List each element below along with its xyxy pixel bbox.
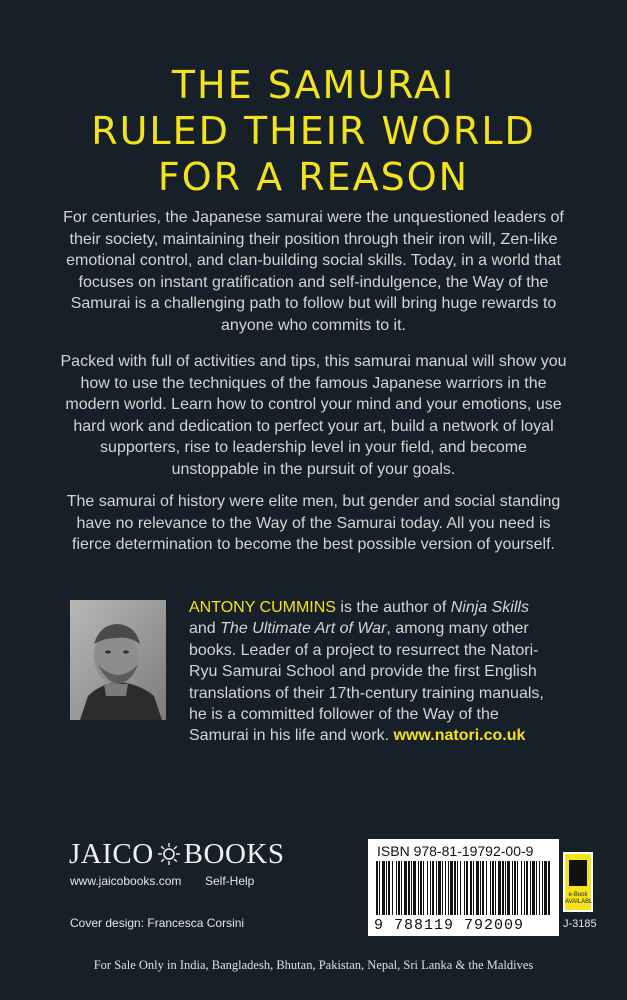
barcode-icon <box>374 861 553 917</box>
publisher-website[interactable]: www.jaicobooks.com <box>70 874 182 888</box>
ebook-badge-text: e-Book AVAILABLE <box>565 892 597 905</box>
publisher-logo <box>69 838 284 874</box>
author-name: ANTONY CUMMINS <box>189 599 336 616</box>
publisher-logo-left: JAICO <box>69 838 154 870</box>
barcode-panel <box>368 839 559 936</box>
bio-text-2: and <box>189 620 221 638</box>
sun-emblem-icon <box>157 841 181 874</box>
headline-line-1: THE SAMURAI <box>171 63 456 107</box>
cover-credit: Cover design: Francesca Corsini <box>70 916 245 930</box>
bio-text-3: , among many other books. Leader of a project to resurrect the Natori-Ryu Samurai School and provide the first English translations of their 17th-century training manuals, he is a committed follower of the Way of the Samurai in his life and work. <box>189 620 544 745</box>
headline-line-2: RULED THEIR WORLD <box>91 109 536 153</box>
isbn-label: ISBN 978-81-19792-00-9 <box>377 843 534 859</box>
ebook-badge-icon <box>563 852 597 912</box>
author-bio <box>189 597 559 747</box>
book-title-1: Ninja Skills <box>450 599 529 616</box>
book-title-2: The Ultimate Art of War <box>220 620 387 638</box>
catalog-code: J-3185 <box>563 918 597 930</box>
blurb-paragraph-2: Packed with full of activities and tips, this samurai manual will show you how to use the techniques of the famous Japanese warriors in the modern world. Learn how to control your mind and your emotions, use hard work and dedication to perfect your art, build a network of loyal supporters, rise to leadership level in your field, and become unstoppable in the pursuit of your goals. <box>60 353 567 478</box>
bio-text-1: is the author of <box>335 599 451 616</box>
headline-line-3: FOR A REASON <box>157 155 470 199</box>
barcode-number: 9 788119 792009 <box>374 917 525 934</box>
genre-label: Self-Help <box>205 874 255 888</box>
blurb-paragraph-1: For centuries, the Japanese samurai were the unquestioned leaders of their society, maintaining their position through their iron will, Zen-like emotional control, and clan-building social skills. Today, in a world that focuses on instant gratification and self-indulgence, the Way of the Samurai is a challenging path to follow but will bring huge rewards to anyone who commits to it. <box>63 209 564 334</box>
author-photo <box>70 600 166 720</box>
author-website-link[interactable]: www.natori.co.uk <box>393 727 526 745</box>
headline <box>0 62 627 200</box>
publisher-logo-right: BOOKS <box>183 838 285 870</box>
sale-notice: For Sale Only in India, Bangladesh, Bhutan, Pakistan, Nepal, Sri Lanka & the Maldives <box>93 958 534 972</box>
blurb-paragraph-3: The samurai of history were elite men, but gender and social standing have no relevance to the Way of the Samurai today. All you need is fierce determination to become the best possible version of yourself. <box>66 493 561 553</box>
